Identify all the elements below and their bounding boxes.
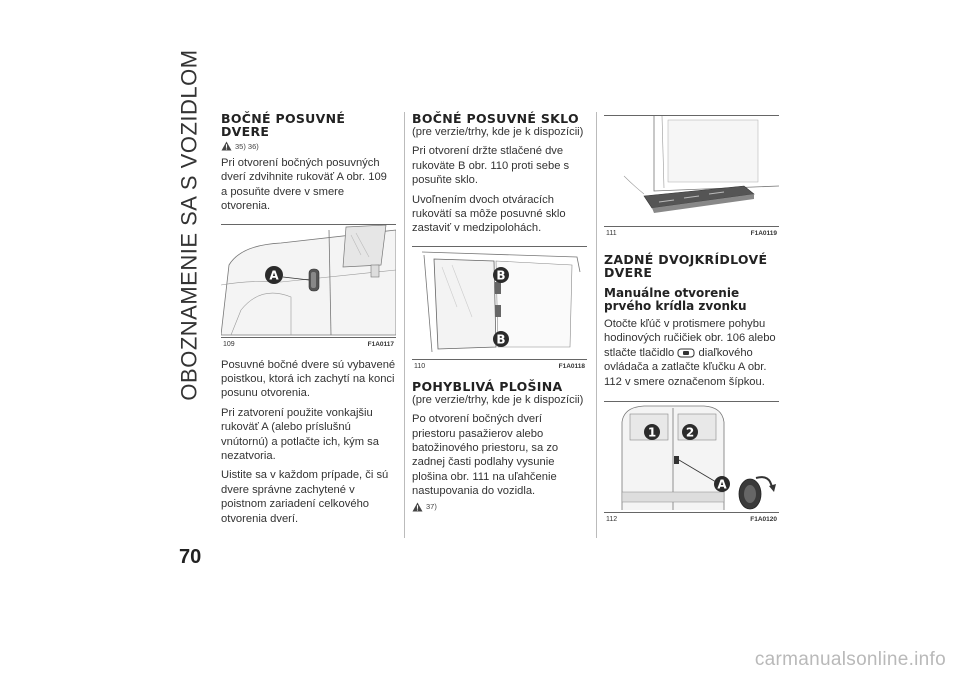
warning-triangle-icon <box>412 502 423 512</box>
rear-doors-illustration <box>604 402 779 512</box>
column-2 <box>412 112 587 512</box>
figure-caption <box>221 337 396 348</box>
figure-code: F1A0117 <box>367 340 394 348</box>
figure-code: F1A0118 <box>558 362 585 370</box>
rear-doors-heading: ZADNÉ DVOJKRÍDLOVÉ DVERE <box>604 252 768 280</box>
callout-b-bottom: B <box>496 332 506 347</box>
van-side-door-illustration <box>221 225 396 337</box>
figure-number: 109 <box>223 340 235 348</box>
warning-triangle-icon <box>221 141 232 151</box>
paragraph: Pri otvorení bočných posuvných dverí zdvihnite rukoväť A obr. 109 a posuňte dvere v smere otvorenia. <box>221 157 387 213</box>
figure-caption <box>604 226 779 237</box>
watermark: carmanualsonline.info <box>754 649 946 670</box>
key-fob-unlock-icon <box>677 348 695 358</box>
sliding-window-heading: BOČNÉ POSUVNÉ SKLO <box>412 111 579 126</box>
callout-a: A <box>717 477 727 492</box>
sliding-window-illustration <box>412 247 587 359</box>
column-3 <box>604 115 779 523</box>
paragraph: Uistite sa v každom prípade, či sú dvere správne zachytené v poistnom zariadení celkového otvorenia dverí. <box>221 469 389 525</box>
callout-b-top: B <box>496 268 506 283</box>
figure-number: 110 <box>414 362 426 370</box>
figure-112 <box>604 401 779 523</box>
warning-reference: 35) 36) <box>221 141 396 151</box>
figure-109 <box>221 224 396 348</box>
movable-step-illustration <box>604 116 779 226</box>
paragraph: Uvoľnením dvoch otváracích rukovätí sa môže posuvné sklo zastaviť v medzipolohách. <box>412 193 566 235</box>
figure-caption <box>412 359 587 370</box>
figure-number: 112 <box>606 516 618 524</box>
figure-110 <box>412 246 587 370</box>
column-divider <box>596 112 597 538</box>
sliding-door-heading: BOČNÉ POSUVNÉ DVERE <box>221 111 346 139</box>
column-1 <box>221 112 396 526</box>
callout-2: 2 <box>685 425 695 440</box>
availability-note: (pre verzie/trhy, kde je k dispozícii) <box>412 126 584 138</box>
figure-caption <box>604 512 779 523</box>
figure-number: 111 <box>606 230 617 237</box>
callout-a: A <box>269 268 279 283</box>
movable-step-heading: POHYBLIVÁ PLOŠINA <box>412 378 563 394</box>
availability-note: (pre verzie/trhy, kde je k dispozícii) <box>412 393 584 406</box>
paragraph: Pri otvorení držte stlačené dve rukoväte B obr. 110 proti sebe s posuňte sklo. <box>412 145 570 187</box>
callout-1: 1 <box>647 425 657 440</box>
figure-code: F1A0120 <box>750 516 777 524</box>
paragraph: Posuvné bočné dvere sú vybavené poistkou, ktorá ich zachytí na konci posunu otvorenia. <box>221 358 396 400</box>
paragraph: Otočte kľúč v protismere pohybu hodinových ručičiek obr. 106 alebo stlačte tlačidlo diaľkového ovládača a zatlačte kľučku A obr. 112 v smere označenom šípkou. <box>604 318 776 388</box>
warning-reference: 37) <box>412 502 587 512</box>
page-number: 70 <box>179 546 202 568</box>
column-divider <box>404 112 405 538</box>
paragraph: Po otvorení bočných dverí priestoru pasažierov alebo batožinového priestoru, sa zo zadnej časti podlahy vysunie plošina obr. 111 na uľahčenie nastupovania do vozidla. <box>412 413 559 498</box>
manual-opening-subheading: Manuálne otvorenie prvého krídla zvonku <box>604 286 747 313</box>
figure-111 <box>604 115 779 237</box>
paragraph: Pri zatvorení použite vonkajšiu rukoväť A (alebo príslušnú vnútornú) a potlačte ich, kým sa nezatvoria. <box>221 406 379 463</box>
section-side-title: OBOZNAMENIE SA S VOZIDLOM <box>177 49 202 401</box>
figure-code: F1A0119 <box>750 230 777 237</box>
